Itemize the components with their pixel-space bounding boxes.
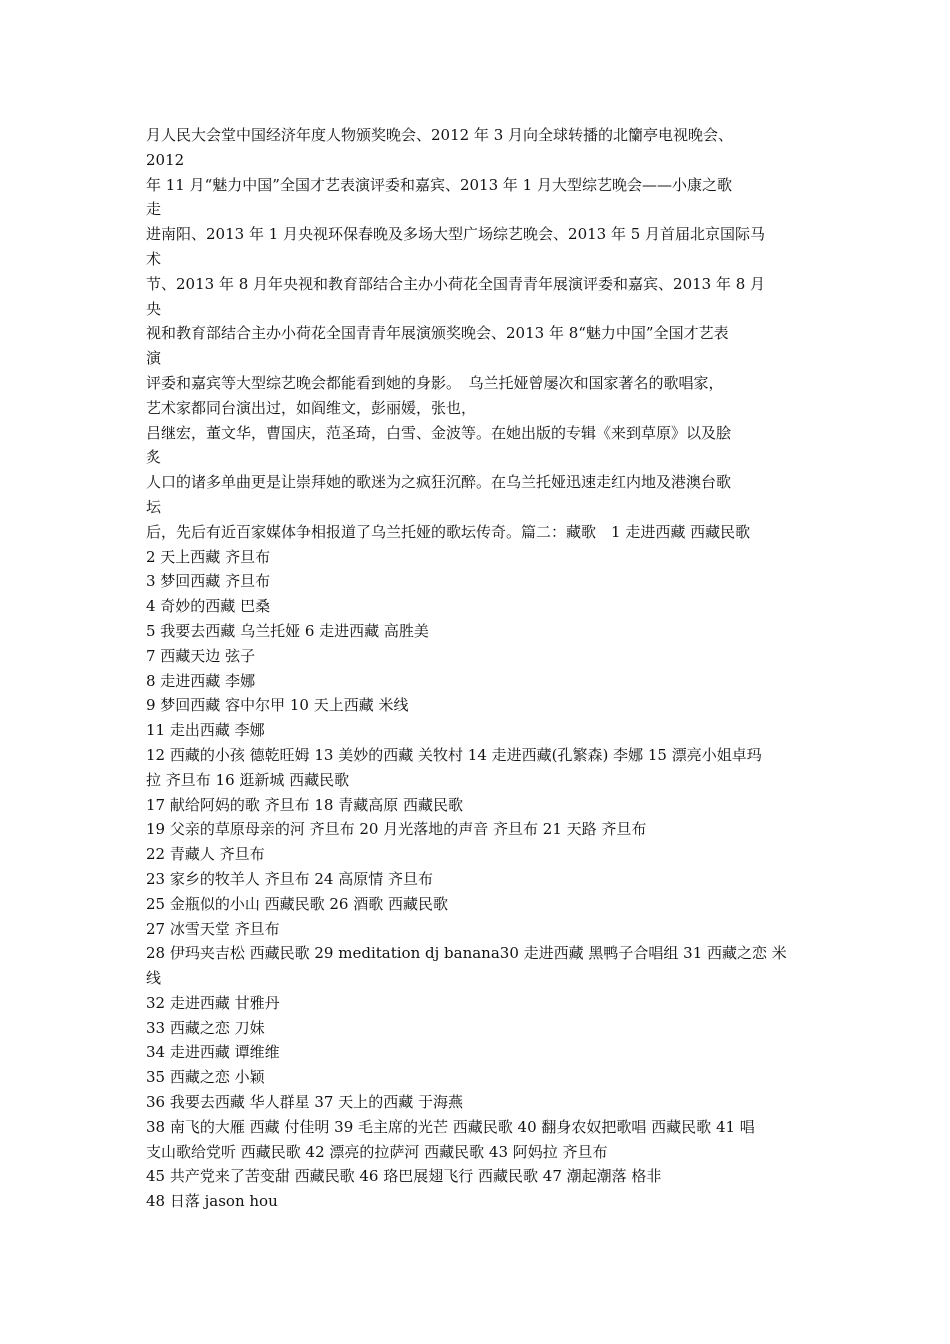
text-line: 吕继宏，董文华，曹国庆，范圣琦，白雪、金波等。在她出版的专辑《来到草原》以及脍 <box>146 423 732 442</box>
text-line: 22 青藏人 齐旦布 <box>146 845 265 864</box>
text-line: 34 走进西藏 谭维维 <box>146 1043 280 1062</box>
text-line: 评委和嘉宾等大型综艺晚会都能看到她的身影。 乌兰托娅曾屡次和国家著名的歌唱家， <box>146 373 724 392</box>
text-line: 17 献给阿妈的歌 齐旦布 18 青藏高原 西藏民歌 <box>146 795 464 814</box>
text-line: 25 金瓶似的小山 西藏民歌 26 酒歌 西藏民歌 <box>146 894 449 913</box>
text-line: 33 西藏之恋 刀妹 <box>146 1018 265 1037</box>
text-line: 央 <box>146 299 162 318</box>
text-line: 12 西藏的小孩 德乾旺姆 13 美妙的西藏 关牧村 14 走进西藏(孔繁森) 李娜 15 漂亮小姐卓玛 <box>146 745 762 764</box>
text-line: 视和教育部结合主办小荷花全国青青年展演颁奖晚会、2013 年 8“魅力中国”全国才艺表 <box>146 324 729 343</box>
text-line: 线 <box>146 969 162 988</box>
text-line: 年 11 月“魅力中国”全国才艺表演评委和嘉宾、2013 年 1 月大型综艺晚会——小康之歌 <box>146 175 732 194</box>
text-line: 19 父亲的草原母亲的河 齐旦布 20 月光落地的声音 齐旦布 21 天路 齐旦布 <box>146 820 647 839</box>
text-line: 拉 齐旦布 16 逛新城 西藏民歌 <box>146 770 350 789</box>
text-line: 后，先后有近百家媒体争相报道了乌兰托娅的歌坛传奇。篇二：藏歌 1 走进西藏 西藏民歌 <box>146 522 751 541</box>
text-line: 35 西藏之恋 小颖 <box>146 1068 265 1087</box>
text-line: 人口的诸多单曲更是让崇拜她的歌迷为之疯狂沉醉。在乌兰托娅迅速走红内地及港澳台歌 <box>146 473 732 492</box>
text-line: 23 家乡的牧羊人 齐旦布 24 高原情 齐旦布 <box>146 869 434 888</box>
text-line: 7 西藏天边 弦子 <box>146 646 256 665</box>
text-line: 32 走进西藏 甘雅丹 <box>146 993 280 1012</box>
text-line: 走 <box>146 200 162 219</box>
text-line: 月人民大会堂中国经济年度人物颁奖晚会、2012 年 3 月向全球转播的北籣亭电视晚会、 <box>146 126 734 144</box>
text-line: 2 天上西藏 齐旦布 <box>146 547 271 566</box>
text-line: 5 我要去西藏 乌兰托娅 6 走进西藏 高胜美 <box>146 621 429 640</box>
text-line: 艺术家都同台演出过，如阎维文，彭丽媛，张也， <box>146 398 477 417</box>
text-line: 2012 <box>146 150 185 169</box>
text-line: 11 走出西藏 李娜 <box>146 721 265 740</box>
text-line: 进南阳、2013 年 1 月央视环保春晚及多场大型广场综艺晚会、2013 年 5 月首届北京国际马 <box>146 225 766 244</box>
text-line: 36 我要去西藏 华人群星 37 天上的西藏 于海燕 <box>146 1093 464 1112</box>
text-line: 坛 <box>146 497 162 516</box>
text-line: 3 梦回西藏 齐旦布 <box>146 572 271 591</box>
text-line: 38 南飞的大雁 西藏 付佳明 39 毛主席的光芒 西藏民歌 40 翻身农奴把歌唱 西藏民歌 41 唱 <box>146 1117 755 1136</box>
text-line: 8 走进西藏 李娜 <box>146 671 256 690</box>
text-line: 术 <box>146 249 162 268</box>
text-line: 28 伊玛夹吉松 西藏民歌 29 meditation dj banana30 走进西藏 黑鸭子合唱组 31 西藏之恋 米 <box>146 944 787 963</box>
text-line: 4 奇妙的西藏 巴桑 <box>146 597 271 616</box>
text-line: 27 冰雪天堂 齐旦布 <box>146 919 280 938</box>
text-line: 节、2013 年 8 月年央视和教育部结合主办小荷花全国青青年展演评委和嘉宾、2013 年 8 月 <box>146 274 766 293</box>
document-body-text <box>146 123 818 1214</box>
text-line: 演 <box>146 349 162 368</box>
text-line: 炙 <box>146 448 162 467</box>
text-line: 支山歌给党听 西藏民歌 42 漂亮的拉萨河 西藏民歌 43 阿妈拉 齐旦布 <box>146 1142 608 1161</box>
text-line: 9 梦回西藏 容中尔甲 10 天上西藏 米线 <box>146 696 409 715</box>
text-line: 45 共产党来了苦变甜 西藏民歌 46 珞巴展翅飞行 西藏民歌 47 潮起潮落 格非 <box>146 1167 662 1186</box>
text-line: 48 日落 jason hou <box>146 1192 278 1211</box>
